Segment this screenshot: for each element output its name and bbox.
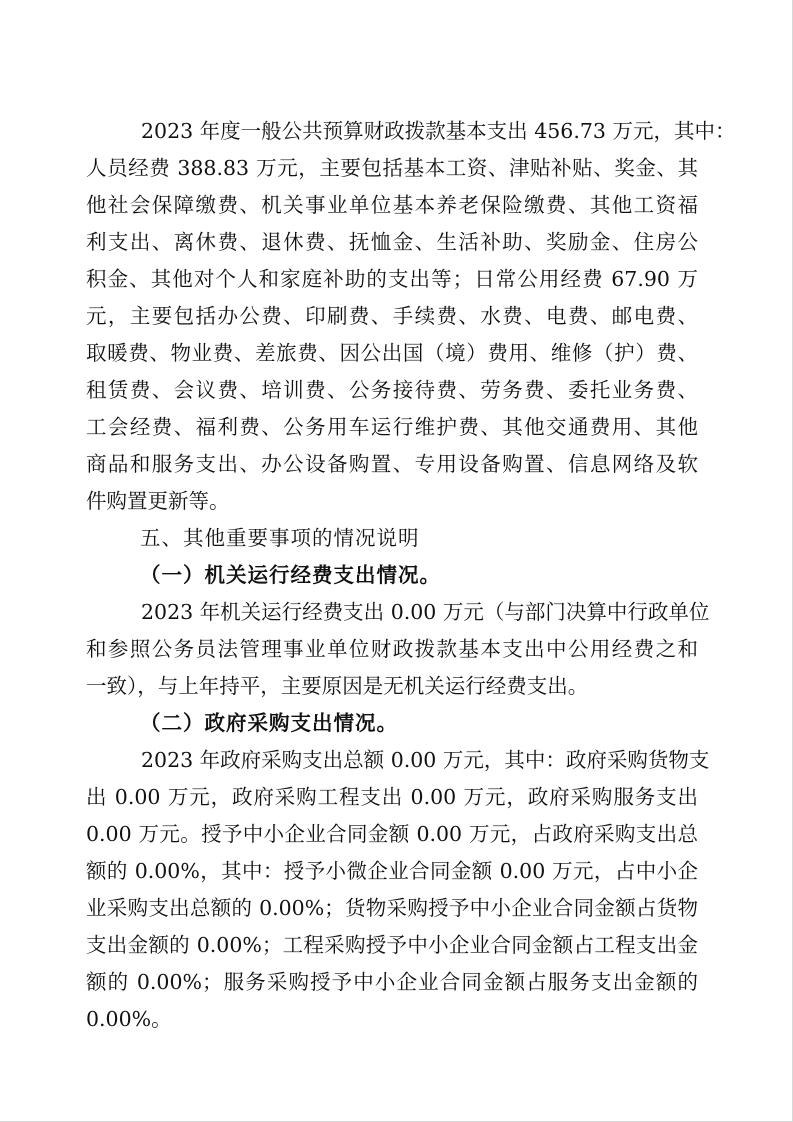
subsection-2-heading: （二）政府采购支出情况。	[140, 711, 398, 735]
paragraph-1-line: 件购置更新等。	[86, 489, 230, 513]
paragraph-3-line: 额的 0.00%；服务采购授予中小企业合同金额占服务支出金额的	[86, 970, 698, 994]
paragraph-3-line: 额的 0.00%，其中：授予小微企业合同金额 0.00 万元，占中小企	[86, 859, 698, 883]
paragraph-3-line: 出 0.00 万元，政府采购工程支出 0.00 万元，政府采购服务支出	[86, 785, 698, 809]
paragraph-1-line: 2023 年度一般公共预算财政拨款基本支出 456.73 万元，其中：	[141, 119, 736, 143]
paragraph-1-line: 人员经费 388.83 万元，主要包括基本工资、津贴补贴、奖金、其	[86, 156, 698, 180]
paragraph-1-line: 积金、其他对个人和家庭补助的支出等；日常公用经费 67.90 万	[86, 267, 698, 291]
paragraph-1-line: 利支出、离休费、退休费、抚恤金、生活补助、奖励金、住房公	[86, 230, 698, 254]
section-5-heading: 五、其他重要事项的情况说明	[140, 526, 420, 550]
paragraph-1-line: 元，主要包括办公费、印刷费、手续费、水费、电费、邮电费、	[86, 304, 698, 328]
paragraph-2-line: 和参照公务员法管理事业单位财政拨款基本支出中公用经费之和	[86, 637, 698, 661]
paragraph-2-line: 一致），与上年持平，主要原因是无机关运行经费支出。	[86, 674, 589, 698]
paragraph-1-line: 工会经费、福利费、公务用车运行维护费、其他交通费用、其他	[86, 415, 698, 439]
paragraph-1-line: 取暖费、物业费、差旅费、因公出国（境）费用、维修（护）费、	[86, 341, 698, 365]
paragraph-3-line: 0.00%。	[86, 1007, 172, 1031]
paragraph-3-line: 支出金额的 0.00%；工程采购授予中小企业合同金额占工程支出金	[86, 933, 698, 957]
paragraph-2-line: 2023 年机关运行经费支出 0.00 万元（与部门决算中行政单位	[141, 600, 710, 624]
paragraph-3-line: 0.00 万元。授予中小企业合同金额 0.00 万元，占政府采购支出总	[86, 822, 698, 846]
subsection-1-heading: （一）机关运行经费支出情况。	[140, 563, 441, 587]
paragraph-1-line: 他社会保障缴费、机关事业单位基本养老保险缴费、其他工资福	[86, 193, 698, 217]
paragraph-3-line: 2023 年政府采购支出总额 0.00 万元，其中：政府采购货物支	[141, 748, 710, 772]
paragraph-3-line: 业采购支出总额的 0.00%；货物采购授予中小企业合同金额占货物	[86, 896, 698, 920]
paragraph-1-line: 租赁费、会议费、培训费、公务接待费、劳务费、委托业务费、	[86, 378, 698, 402]
paragraph-1-line: 商品和服务支出、办公设备购置、专用设备购置、信息网络及软	[86, 452, 698, 476]
